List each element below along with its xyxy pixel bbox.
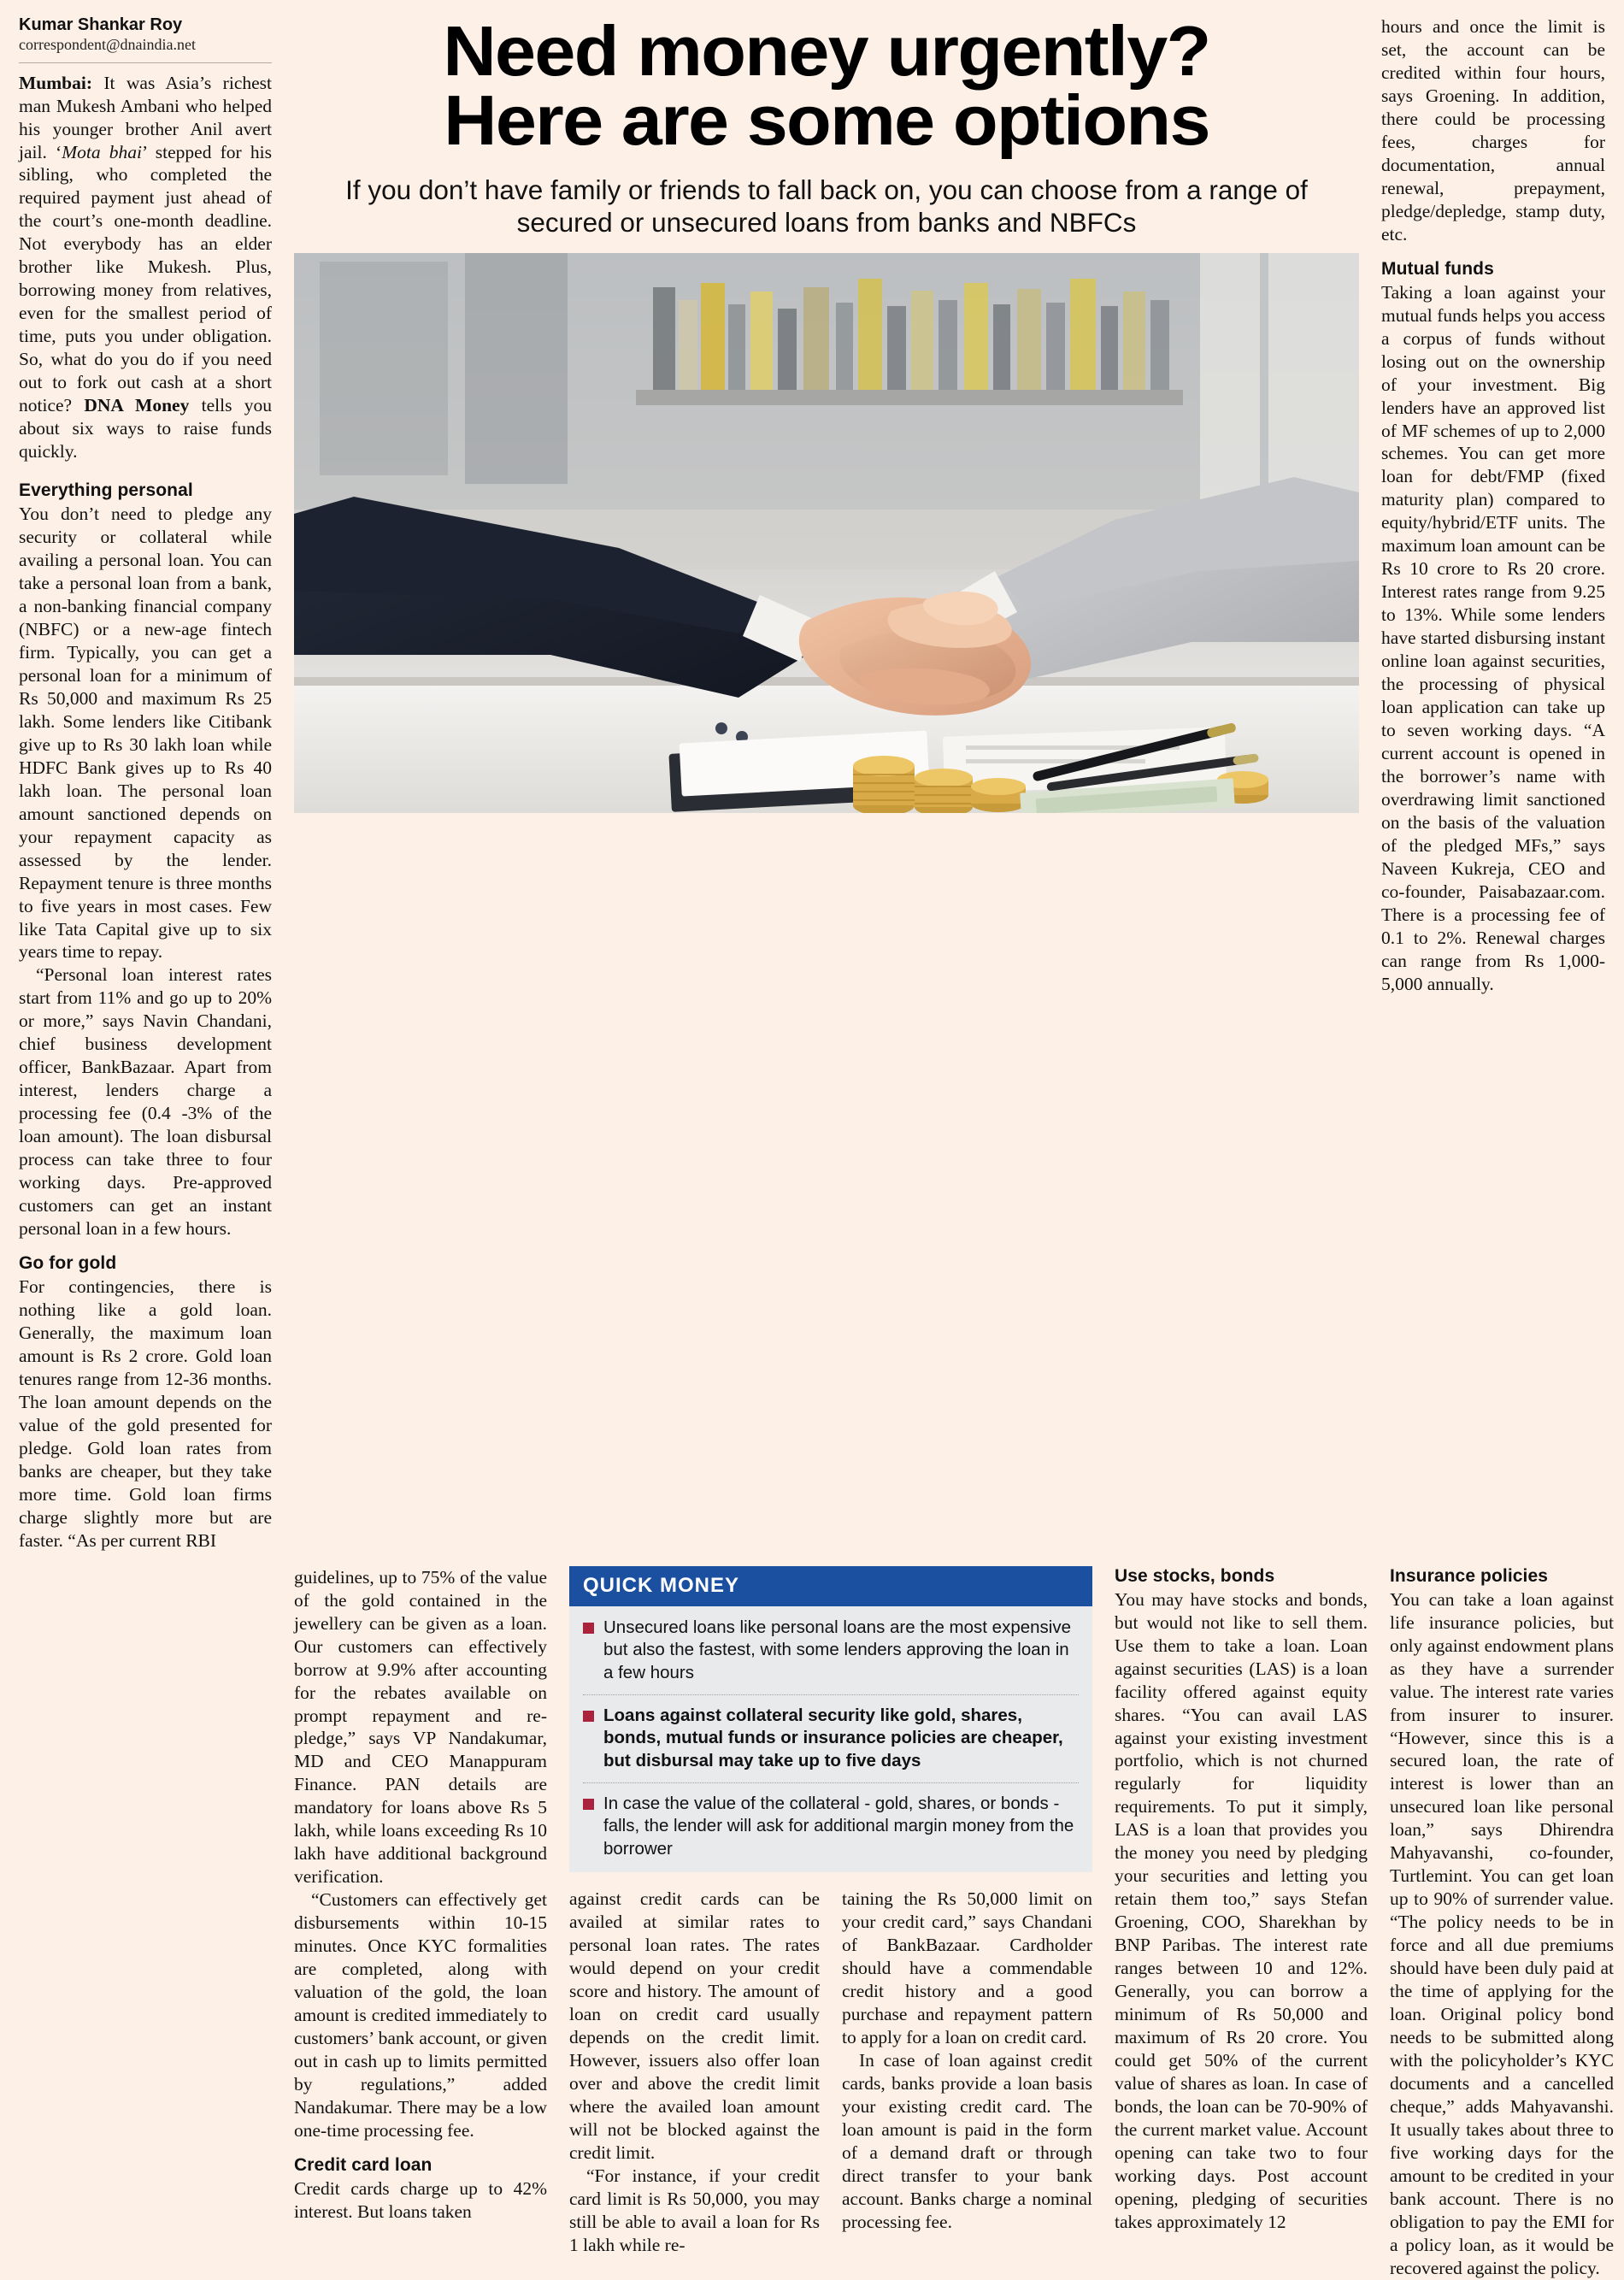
heading-credit-card-loan: Credit card loan bbox=[294, 2154, 432, 2175]
list-item bbox=[583, 1793, 1079, 1861]
column-right-top bbox=[1381, 15, 1605, 996]
column-center bbox=[294, 11, 1359, 813]
column-credit-card-a bbox=[569, 1888, 820, 2257]
top-region bbox=[19, 11, 1605, 1552]
page-title bbox=[273, 11, 1380, 160]
square-bullet-icon bbox=[583, 1799, 594, 1810]
paragraph: You can take a loan against life insurance policies, but only against endowment plans as they have a surrender value. The interest rate varies from insurer to insurer. “However, since this is a secured loan, the rate of interest is lower than an unsecured loan like personal loan,” says Dhirendra Mahyavanshi, co-founder, Turtlemint. You can get loan up to 90% of surrender value. “The policy needs to be in force and all due premiums should have been duly paid at the time of applying for the loan. Original policy bond needs to be submitted along with the policyholder’s KYC documents and a cancelled cheque,” adds Mahyavanshi. It usually takes about three to five working days for the amount to be credited in your bank account. There is no obligation to pay the EMI for a policy loan, as it would be recovered against the policy. bbox=[1390, 1588, 1614, 2278]
column-insurance-policies bbox=[1390, 1566, 1614, 2280]
intro-bold-lead: DNA Money bbox=[84, 395, 190, 416]
intro-text-1: It was Asia’s richest man Mukesh Ambani who helped his younger brother Anil avert jail. ‘ bbox=[19, 72, 272, 162]
headline-line-2: Here are some options bbox=[444, 80, 1209, 160]
paragraph: taining the Rs 50,000 limit on your credit card,” says Chandani of BankBazaar. Cardholder should have a commendable credit history and a good purchase and repayment pattern to apply for a loan on credit card. bbox=[842, 1888, 1092, 2048]
intro-italic: Mota bhai bbox=[62, 141, 143, 162]
paragraph: hours and once the limit is set, the account can be credited within four hours, says Groening. In addition, there could be processing fees, charges for documentation, annual renewal, prepayment, pledge/depledge, stamp duty, etc. bbox=[1381, 16, 1605, 244]
list-item bbox=[583, 1705, 1079, 1773]
heading-use-stocks-bonds: Use stocks, bonds bbox=[1115, 1565, 1275, 1586]
column-credit-card-b bbox=[842, 1888, 1092, 2257]
paragraph: In case of loan against credit cards, banks provide a loan basis your existing credit card. The loan amount is paid in the form of a demand draft or through direct transfer to your bank account. Banks charge a nominal processing fee. bbox=[842, 2050, 1092, 2233]
lead-photo bbox=[294, 253, 1359, 813]
byline-divider bbox=[19, 62, 272, 63]
paragraph: against credit cards can be availed at similar rates to personal loan rates. The rates would depend on your credit score and history. The amount of loan on credit card usually depends on the credit limit. However, issuers also offer loan over and above the credit limit where the availed loan amount will not be blocked against the credit limit. bbox=[569, 1888, 820, 2164]
paragraph: “Customers can effectively get disbursements within 10-15 minutes. Once KYC formalities are completed, along with valuation of the gold, the loan amount is credited immediately to customers’ bank account, or given out in cash up to limits permitted by regulations,” added Nandakumar. There may be a low one-time processing fee. bbox=[294, 1889, 547, 2141]
heading-insurance-policies: Insurance policies bbox=[1390, 1565, 1549, 1586]
square-bullet-icon bbox=[583, 1711, 594, 1722]
paragraph: You don’t need to pledge any security or collateral while availing a personal loan. You can take a personal loan from a bank, a non-banking financial company (NBFC) or a new-age fintech firm. Typically, you can get a personal loan for a minimum of Rs 50,000 and maximum Rs 25 lakh. Some lenders like Citibank give up to Rs 30 lakh loan while HDFC Bank gives up to Rs 40 lakh loan. The personal loan amount sanctioned depends on your repayment capacity as assessed by the lender. Repayment tenure is three months to five years in most cases. Few like Tata Capital give up to six years time to repay. bbox=[19, 504, 272, 963]
headline-line-1: Need money urgently? bbox=[443, 11, 1210, 91]
paragraph: “Personal loan interest rates start from 11% and go up to 20% or more,” says Navin Chandani, chief business development officer, BankBazaar. Apart from interest, lenders charge a processing fee (0.4 -3% of the loan amount). The loan disbursal process can take three to four working days. Pre-approved customers can get an instant personal loan in a few hours. bbox=[19, 964, 272, 1240]
heading-everything-personal: Everything personal bbox=[19, 480, 193, 501]
byline-email: correspondent@dnaindia.net bbox=[19, 36, 197, 53]
quick-money-title: QUICK MONEY bbox=[569, 1566, 1092, 1606]
divider bbox=[583, 1694, 1079, 1695]
column-left bbox=[19, 15, 272, 1552]
paragraph: “For instance, if your credit card limit is Rs 50,000, you may still be able to avail a loan for Rs 1 lakh while re- bbox=[569, 2165, 820, 2255]
quick-money-box bbox=[569, 1566, 1092, 1873]
heading-go-for-gold: Go for gold bbox=[19, 1253, 117, 1274]
paragraph: For contingencies, there is nothing like a gold loan. Generally, the maximum loan amount is Rs 2 crore. Gold loan tenures range from 12-36 months. The loan amount depends on the value of the gold presented for pledge. Gold loan rates from banks are cheaper, but they take more time. Gold loan firms charge slightly more but are faster. “As per current RBI bbox=[19, 1276, 272, 1551]
paragraph: You may have stocks and bonds, but would not like to sell them. Use them to take a loan. Loan against securities (LAS) is a loan facility offered against equity shares. “You can avail LAS against your existing investment portfolio, which is not churned regularly for liquidity requirements. To put it simply, LAS is a loan that provides you the money you need by pledging your securities and letting you retain them too,” says Stefan Groening, COO, Sharekhan by BNP Paribas. The interest rate ranges between 10 and 12%. Generally, you can borrow a minimum of Rs 50,000 and maximum of Rs 20 crore. You could get 50% of the current value of shares as loan. In case of bonds, the loan can be 70-90% of the current market value. Account opening can take two to four working days. Post account opening, pledging of securities takes approximately 12 bbox=[1115, 1588, 1368, 2232]
quick-money-body bbox=[569, 1606, 1092, 1873]
list-item bbox=[583, 1617, 1079, 1685]
paragraph: guidelines, up to 75% of the value of the gold contained in the jewellery can be given as a loan. Our customers can effectively borrow at 9.9% after accounting for the rebates available on prompt repayment and re-pledge,” says VP Nandakumar, MD and CEO Manappuram Finance. PAN details are mandatory for loans above Rs 5 lakh, while loans exceeding Rs 10 lakh have additional background verification. bbox=[294, 1566, 547, 1888]
column-quick-money bbox=[569, 1566, 1092, 2257]
intro-paragraph bbox=[19, 72, 272, 463]
paragraph: Taking a loan against your mutual funds helps you access a corpus of funds without losing out on the ownership of your investment. Big lenders have an approved list of MF schemes of up to 2,000 schemes. You can get more loan for debt/FMP (fixed maturity plan) compared to equity/hybrid/ETF units. The maximum loan amount can be Rs 10 crore to Rs 20 crore. Interest rates range from 9.25 to 13%. While some lenders have started disbursing instant online loan against securities, the processing of physical loan application can take up to seven working days. “A current account is opened in the borrower’s name with overdrawing limit sanctioned on the basis of the valuation of the pledged MFs,” says Naveen Kukreja, CEO and co-founder, Paisabazaar.com. There is a processing fee of 0.1 to 2%. Renewal charges can range from Rs 1,000-5,000 annually. bbox=[1381, 281, 1605, 994]
heading-mutual-funds: Mutual funds bbox=[1381, 258, 1494, 279]
quick-money-item-text: Unsecured loans like personal loans are the most expensive but also the fastest, with some lenders approving the loan in a few hours bbox=[603, 1617, 1071, 1682]
intro-text-3: tells you about six ways to raise funds quickly. bbox=[19, 395, 273, 462]
column-use-stocks-bonds bbox=[1115, 1566, 1368, 2234]
intro-text-2: ’ stepped for his sibling, who completed the required payment just ahead of the court’s one-month deadline. Not everybody has an elder brother like Mukesh. Plus, borrowing money from relatives, even for the smallest period of time, puts you under obligation. So, what do you do if you need out to fork out cash at a short notice? bbox=[19, 141, 273, 416]
paragraph: Credit cards charge up to 42% interest. But loans taken bbox=[294, 2177, 547, 2222]
byline-author: Kumar Shankar Roy bbox=[19, 15, 183, 34]
column-gold-continued bbox=[294, 1566, 547, 2224]
standfirst: If you don’t have family or friends to fall back on, you can choose from a range of secured or unsecured loans from banks and NBFCs bbox=[345, 174, 1308, 239]
square-bullet-icon bbox=[583, 1623, 594, 1634]
lower-region bbox=[19, 1565, 1614, 2280]
dateline: Mumbai: bbox=[19, 72, 92, 93]
handshake-illustration bbox=[294, 253, 1359, 813]
quick-money-item-text: In case the value of the collateral - gold, shares, or bonds - falls, the lender will ask for additional margin money from the borrower bbox=[603, 1793, 1074, 1859]
divider bbox=[583, 1782, 1079, 1783]
byline bbox=[19, 15, 272, 55]
quick-money-item-text: Loans against collateral security like gold, shares, bonds, mutual funds or insurance policies are cheaper, but disbursal may take up to five days bbox=[603, 1705, 1063, 1770]
credit-card-continuation bbox=[569, 1888, 1092, 2257]
